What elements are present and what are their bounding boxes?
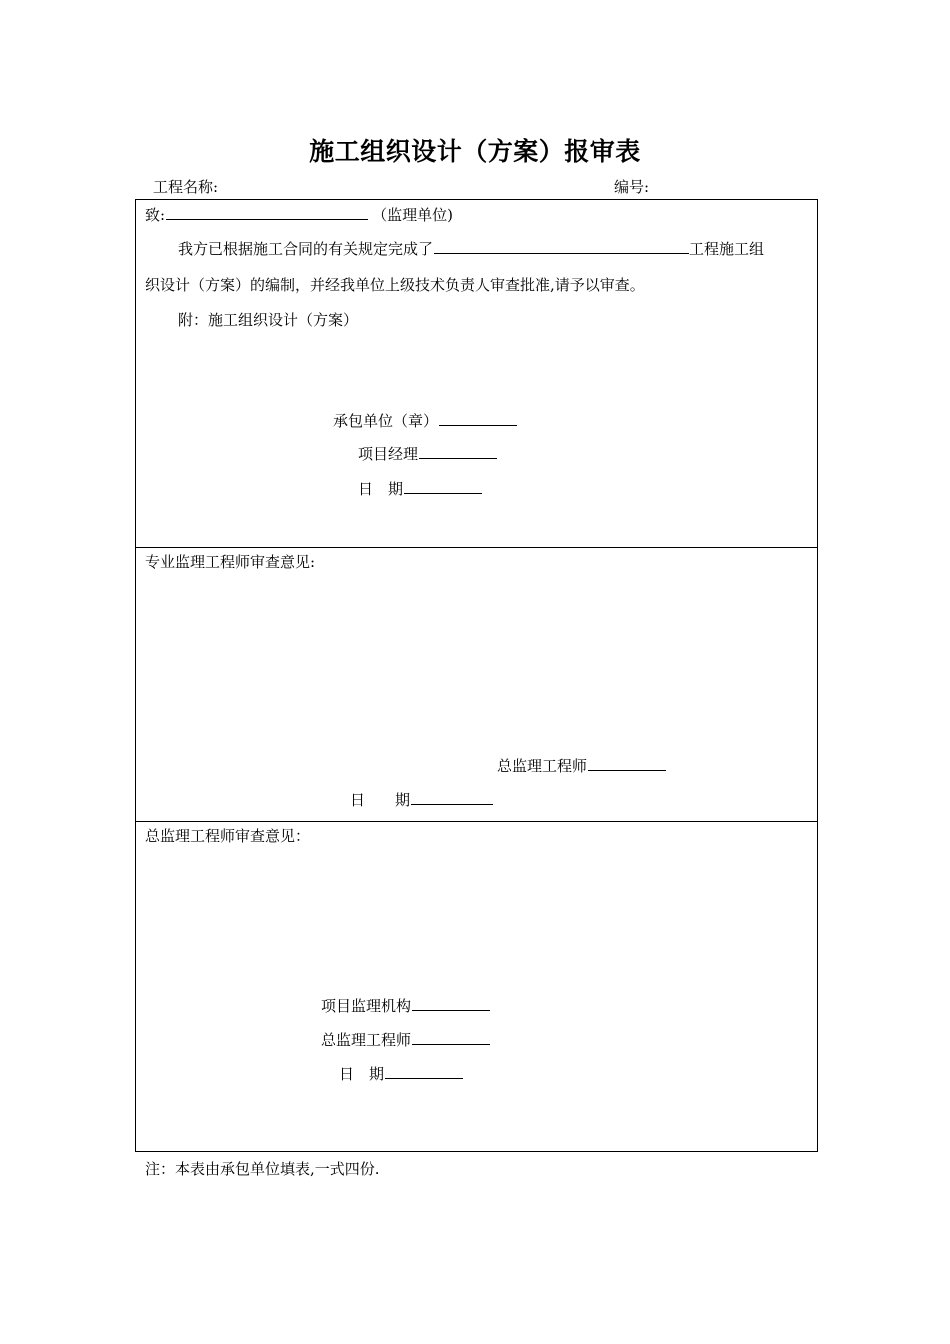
attachment-line: 附：施工组织设计（方案）: [178, 311, 359, 329]
section-divider-1: [136, 547, 817, 548]
body-line-1-prefix: 我方已根据施工合同的有关规定完成了: [178, 240, 434, 258]
supervisor-unit-blank[interactable]: [166, 204, 368, 220]
body-line-2: 织设计（方案）的编制，并经我单位上级技术负责人审查批准,请予以审查。: [145, 276, 645, 294]
contractor-seal-blank[interactable]: [439, 410, 517, 426]
to-line: [145, 204, 453, 225]
section2-chief-blank[interactable]: [588, 755, 666, 771]
to-label: 致:: [145, 206, 166, 224]
section3-chief-blank[interactable]: [412, 1029, 490, 1045]
section2-date-line: [350, 789, 493, 810]
project-manager-blank[interactable]: [419, 443, 497, 459]
contractor-seal-line: [333, 410, 517, 431]
project-name-blank[interactable]: [434, 238, 689, 254]
supervision-org-label: 项目监理机构: [321, 997, 412, 1015]
page-title: 施工组织设计（方案）报审表: [309, 137, 641, 166]
section1-date-label: 日 期: [358, 480, 404, 498]
project-name-label: 工程名称:: [153, 178, 219, 196]
project-manager-line: [358, 443, 497, 464]
section1-date-line: [358, 478, 482, 499]
section3-date-label: 日 期: [339, 1065, 385, 1083]
specialist-review-heading: 专业监理工程师审查意见:: [145, 553, 316, 571]
section2-date-label: 日 期: [350, 791, 411, 809]
section1-date-blank[interactable]: [404, 478, 482, 494]
project-manager-label: 项目经理: [358, 445, 419, 463]
supervision-org-blank[interactable]: [412, 995, 490, 1011]
number-label: 编号:: [614, 178, 650, 196]
section2-chief-label: 总监理工程师: [497, 757, 588, 775]
section3-chief-line: [321, 1029, 490, 1050]
chief-review-heading: 总监理工程师审查意见：: [145, 827, 311, 845]
contractor-seal-label: 承包单位（章）: [333, 412, 439, 430]
section3-date-line: [339, 1063, 463, 1084]
supervision-org-line: [321, 995, 490, 1016]
supervisor-unit-label: （监理单位): [372, 206, 453, 224]
body-line-1-suffix: 工程施工组: [689, 240, 765, 258]
form-table: [135, 199, 818, 1152]
section3-date-blank[interactable]: [385, 1063, 463, 1079]
section3-chief-label: 总监理工程师: [321, 1031, 412, 1049]
section-divider-2: [136, 821, 817, 822]
section2-date-blank[interactable]: [411, 789, 493, 805]
section2-chief-line: [497, 755, 666, 776]
footer-note: 注：本表由承包单位填表,一式四份.: [145, 1160, 380, 1178]
body-line-1: [178, 238, 764, 259]
